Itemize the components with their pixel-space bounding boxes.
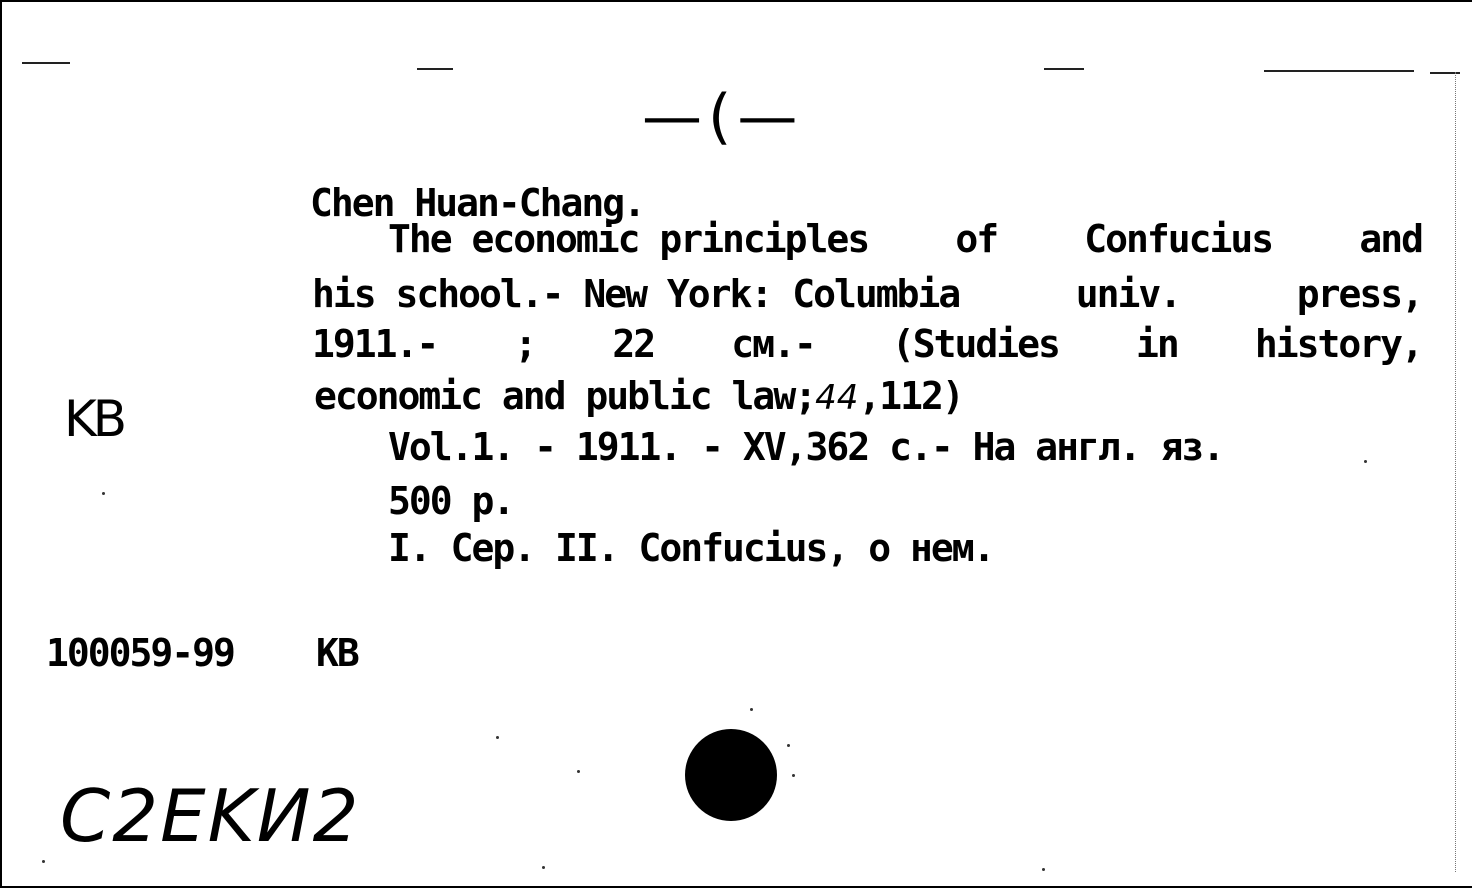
title-line-2 bbox=[312, 272, 1422, 316]
tracings-line: I. Сер. II. Confucius, о нем. bbox=[388, 526, 994, 570]
series-text: ,112) bbox=[858, 374, 963, 418]
title-word: см.- bbox=[731, 322, 815, 366]
top-dash bbox=[22, 62, 70, 64]
speck bbox=[542, 866, 545, 869]
edge-guide bbox=[1455, 72, 1456, 872]
author-heading: Chen Huan-Chang. bbox=[310, 181, 645, 225]
title-word: The economic principles bbox=[388, 217, 869, 261]
top-mark: —(— bbox=[642, 82, 804, 152]
series-handwritten-number: 44 bbox=[815, 378, 859, 418]
title-line-4 bbox=[314, 374, 963, 418]
speck bbox=[1042, 868, 1045, 871]
speck bbox=[496, 736, 499, 739]
title-line-3 bbox=[312, 322, 1422, 366]
title-word: in bbox=[1136, 322, 1178, 366]
title-word: 22 bbox=[612, 322, 655, 366]
speck bbox=[792, 774, 795, 777]
series-text: economic and public law; bbox=[314, 374, 816, 418]
top-dash bbox=[1264, 70, 1414, 72]
location-code: KB bbox=[316, 631, 358, 675]
title-word: (Studies bbox=[891, 322, 1059, 366]
title-line-1 bbox=[388, 217, 1422, 261]
speck bbox=[42, 860, 45, 863]
volume-line: Vol.1. - 1911. - XV,362 с.- На англ. яз. bbox=[388, 425, 1224, 469]
title-word: 1911.- bbox=[312, 322, 438, 366]
speck bbox=[1364, 460, 1367, 463]
speck bbox=[787, 744, 790, 747]
title-word: history, bbox=[1254, 322, 1422, 366]
speck bbox=[102, 492, 105, 495]
side-mark: KB bbox=[64, 390, 124, 448]
price-line: 500 р. bbox=[388, 479, 514, 523]
record-number: 100059-99 bbox=[46, 631, 234, 675]
speck bbox=[577, 770, 580, 773]
top-dash bbox=[1044, 68, 1084, 70]
title-word: press, bbox=[1296, 272, 1422, 316]
title-word: and bbox=[1359, 217, 1422, 261]
title-word: univ. bbox=[1075, 272, 1181, 316]
top-dash bbox=[417, 68, 453, 70]
title-word: his school.- New York: Columbia bbox=[312, 272, 960, 316]
call-number: C2EKИ2 bbox=[60, 774, 361, 858]
speck bbox=[750, 708, 753, 711]
punch-hole bbox=[685, 729, 777, 821]
title-word: Confucius bbox=[1084, 217, 1273, 261]
title-word: ; bbox=[514, 322, 536, 366]
title-word: of bbox=[955, 217, 998, 261]
